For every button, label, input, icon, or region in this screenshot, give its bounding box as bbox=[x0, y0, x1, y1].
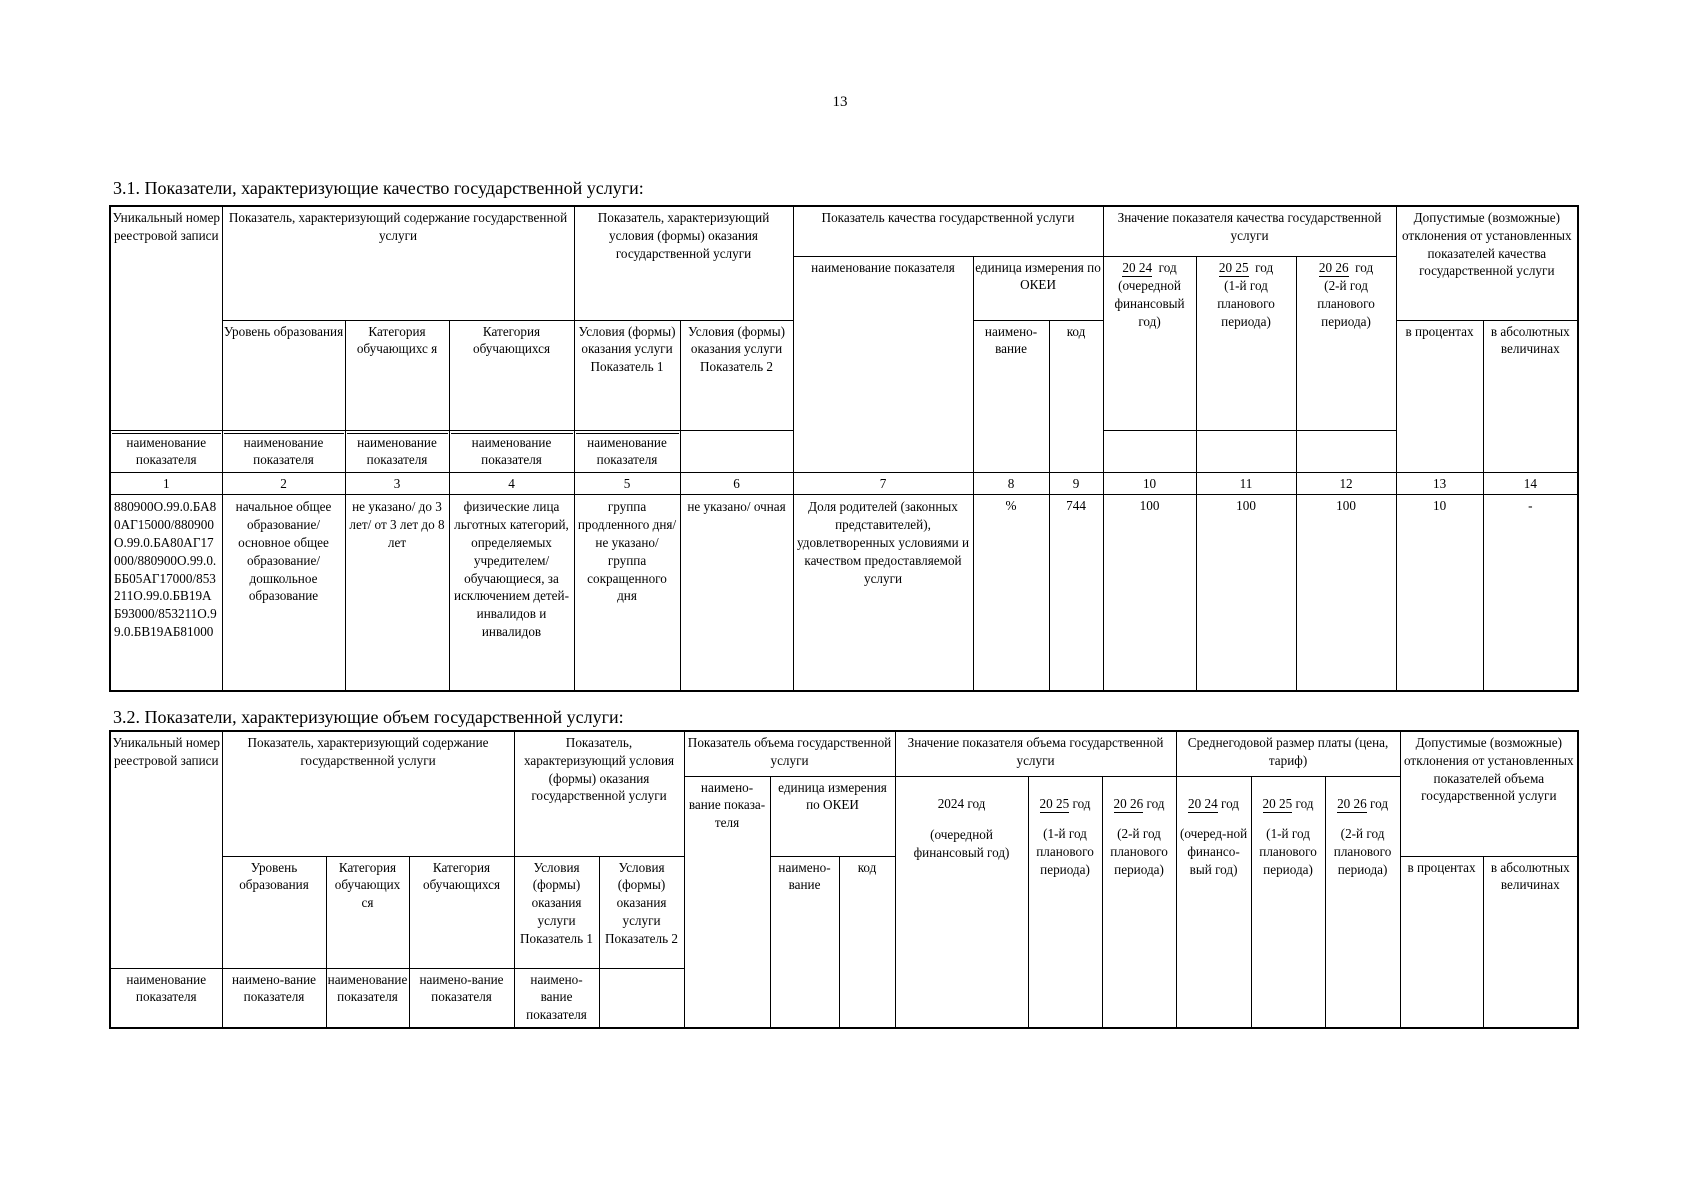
volume-section-title: 3.2. Показатели, характеризующие объем государственной услуги: bbox=[113, 707, 624, 727]
content-indicator-header: Показатель, характеризующий содержание государственной услуги bbox=[222, 206, 574, 320]
unique-number-header: Уникальный номер реестровой записи bbox=[110, 731, 222, 968]
value-2024-cell: 100 bbox=[1103, 495, 1196, 691]
deviation-absolute-cell: - bbox=[1483, 495, 1578, 691]
column-number: 3 bbox=[345, 472, 449, 495]
deviations-header: Допустимые (возможные) отклонения от установленных показателей качества государственной услуги bbox=[1396, 206, 1578, 320]
sub-name-header: наименование показателя bbox=[110, 430, 222, 472]
year-2024-header bbox=[1103, 256, 1196, 430]
column-number: 4 bbox=[449, 472, 574, 495]
unit-header: единица измерения по ОКЕИ bbox=[973, 256, 1103, 320]
year-2024-label: 2024 год bbox=[937, 795, 986, 811]
unit-header: единица измерения по ОКЕИ bbox=[770, 776, 895, 856]
sub-name-header: наименование показателя bbox=[326, 968, 409, 1028]
column-number: 7 bbox=[793, 472, 973, 495]
year-2025-number: 20 25 bbox=[1219, 259, 1249, 278]
column-number: 12 bbox=[1296, 472, 1396, 495]
column-number: 11 bbox=[1196, 472, 1296, 495]
column-number: 5 bbox=[574, 472, 680, 495]
fee-2025-word: год bbox=[1295, 795, 1314, 811]
sub-name-header: наимено-вание показателя bbox=[409, 968, 514, 1028]
year-2025-word: год bbox=[1072, 795, 1091, 811]
year-2025-number: 20 25 bbox=[1040, 795, 1070, 814]
fee-2025-number: 20 25 bbox=[1263, 795, 1293, 814]
value-2025-cell: 100 bbox=[1196, 495, 1296, 691]
category-2-header: Категория обучающихся bbox=[409, 856, 514, 968]
quality-indicators-table bbox=[109, 205, 1579, 692]
sub-name-header: наименование показателя bbox=[345, 430, 449, 472]
unique-number-header: Уникальный номер реестровой записи bbox=[110, 206, 222, 430]
quality-section-title: 3.1. Показатели, характеризующие качество государственной услуги: bbox=[113, 178, 644, 198]
unit-code-header: код bbox=[1049, 320, 1103, 472]
condition-1-cell: группа продленного дня/ не указано/ группа сокращенного дня bbox=[574, 495, 680, 691]
unit-code-cell: 744 bbox=[1049, 495, 1103, 691]
indicator-cell: Доля родителей (законных представителей), удовлетворенных условиями и качеством предоставляемой услуги bbox=[793, 495, 973, 691]
column-number: 2 bbox=[222, 472, 345, 495]
year-2024-description: (очередной финансовый год) bbox=[1114, 278, 1185, 329]
unit-name-header: наимено-вание bbox=[973, 320, 1049, 472]
unit-name-cell: % bbox=[973, 495, 1049, 691]
column-number: 10 bbox=[1103, 472, 1196, 495]
condition-1-header: Условия (формы) оказания услуги Показатель 1 bbox=[574, 320, 680, 430]
value-2026-cell: 100 bbox=[1296, 495, 1396, 691]
volume-indicator-header: Показатель объема государственной услуги bbox=[684, 731, 895, 776]
fee-2026-description: (2-й год планового периода) bbox=[1333, 826, 1392, 877]
deviation-absolute-header: в абсолютных величинах bbox=[1483, 320, 1578, 472]
sub-name-header: наимено-вание показателя bbox=[514, 968, 599, 1028]
category-2-header: Категория обучающихся bbox=[449, 320, 574, 430]
condition-1-header: Условия (формы) оказания услуги Показатель 1 bbox=[514, 856, 599, 968]
sub-name-header: наименование показателя bbox=[222, 430, 345, 472]
year-2024-description: (очередной финансовый год) bbox=[913, 827, 1010, 861]
column-number: 14 bbox=[1483, 472, 1578, 495]
deviations-header: Допустимые (возможные) отклонения от установленных показателей объема государственной услуги bbox=[1400, 731, 1578, 856]
year-2026-number: 20 26 bbox=[1319, 259, 1349, 278]
deviation-percent-header: в процентах bbox=[1400, 856, 1483, 1028]
indicator-name-header: наимено-вание показа-теля bbox=[684, 776, 770, 1028]
year-2025-word: год bbox=[1255, 259, 1274, 275]
page-number: 13 bbox=[832, 94, 848, 110]
fee-2026-number: 20 26 bbox=[1337, 795, 1367, 814]
fee-2025-header bbox=[1251, 776, 1325, 1028]
level-header: Уровень образования bbox=[222, 856, 326, 968]
deviation-percent-cell: 10 bbox=[1396, 495, 1483, 691]
unique-number-cell: 880900О.99.0.БА80АГ15000/880900О.99.0.БА80АГ17000/880900О.99.0.ББ05АГ17000/853211О.99.0.БВ19АБ93000/853211О.99.0.БВ19АБ81000 bbox=[110, 495, 222, 691]
year-2024-header bbox=[895, 776, 1028, 1028]
table-row bbox=[110, 495, 1578, 691]
category-1-header: Категория обучающих ся bbox=[326, 856, 409, 968]
category-1-header: Категория обучающихс я bbox=[345, 320, 449, 430]
level-cell: начальное общее образование/ основное общее образование/ дошкольное образование bbox=[222, 495, 345, 691]
condition-2-header: Условия (формы) оказания услуги Показатель 2 bbox=[599, 856, 684, 968]
value-header: Значение показателя качества государственной услуги bbox=[1103, 206, 1396, 256]
unit-name-header: наимено-вание bbox=[770, 856, 839, 1028]
year-2026-description: (2-й год планового периода) bbox=[1110, 826, 1168, 877]
category-2-cell: физические лица льготных категорий, определяемых учредителем/ обучающиеся, за исключением детей-инвалидов и инвалидов bbox=[449, 495, 574, 691]
condition-2-header: Условия (формы) оказания услуги Показатель 2 bbox=[680, 320, 793, 430]
year-2025-description: (1-й год планового периода) bbox=[1217, 278, 1275, 329]
column-number: 9 bbox=[1049, 472, 1103, 495]
condition-2-cell: не указано/ очная bbox=[680, 495, 793, 691]
sub-name-header: наименование показателя bbox=[110, 968, 222, 1028]
empty-cell bbox=[1196, 430, 1296, 472]
fee-2024-description: (очеред-ной финансо-вый год) bbox=[1179, 826, 1248, 877]
conditions-indicator-header: Показатель, характеризующий условия (формы) оказания государственной услуги bbox=[514, 731, 684, 856]
year-2025-header bbox=[1196, 256, 1296, 430]
sub-name-header: наименование показателя bbox=[574, 430, 680, 472]
fee-2026-header bbox=[1325, 776, 1400, 1028]
column-number: 6 bbox=[680, 472, 793, 495]
year-2026-word: год bbox=[1355, 259, 1374, 275]
fee-2025-description: (1-й год планового периода) bbox=[1259, 826, 1317, 877]
fee-2024-number: 20 24 bbox=[1188, 795, 1218, 814]
year-2026-number: 20 26 bbox=[1114, 795, 1144, 814]
deviation-absolute-header: в абсолютных величинах bbox=[1483, 856, 1578, 1028]
quality-indicator-header: Показатель качества государственной услуги bbox=[793, 206, 1103, 256]
volume-indicators-table bbox=[109, 730, 1579, 1029]
year-2024-word: год bbox=[1158, 259, 1177, 275]
indicator-name-header: наименование показателя bbox=[793, 256, 973, 472]
year-2026-header bbox=[1102, 776, 1176, 1028]
year-2025-description: (1-й год планового периода) bbox=[1036, 826, 1094, 877]
empty-cell bbox=[680, 430, 793, 472]
sub-name-header: наименование показателя bbox=[449, 430, 574, 472]
year-2026-word: год bbox=[1146, 795, 1165, 811]
year-2025-header bbox=[1028, 776, 1102, 1028]
level-header: Уровень образования bbox=[222, 320, 345, 430]
empty-cell bbox=[1103, 430, 1196, 472]
content-indicator-header: Показатель, характеризующий содержание государственной услуги bbox=[222, 731, 514, 856]
fee-2024-word: год bbox=[1221, 795, 1240, 811]
column-number: 8 bbox=[973, 472, 1049, 495]
deviation-percent-header: в процентах bbox=[1396, 320, 1483, 472]
column-number: 13 bbox=[1396, 472, 1483, 495]
category-1-cell: не указано/ до 3 лет/ от 3 лет до 8 лет bbox=[345, 495, 449, 691]
fee-2026-word: год bbox=[1370, 795, 1389, 811]
conditions-indicator-header: Показатель, характеризующий условия (формы) оказания государственной услуги bbox=[574, 206, 793, 320]
fee-header: Среднегодовой размер платы (цена, тариф) bbox=[1176, 731, 1400, 776]
sub-name-header: наимено-вание показателя bbox=[222, 968, 326, 1028]
year-2026-header bbox=[1296, 256, 1396, 430]
year-2026-description: (2-й год планового периода) bbox=[1317, 278, 1375, 329]
year-2024-number: 20 24 bbox=[1122, 259, 1152, 278]
unit-code-header: код bbox=[839, 856, 895, 1028]
column-number: 1 bbox=[110, 472, 222, 495]
fee-2024-header bbox=[1176, 776, 1251, 1028]
value-header: Значение показателя объема государственной услуги bbox=[895, 731, 1176, 776]
